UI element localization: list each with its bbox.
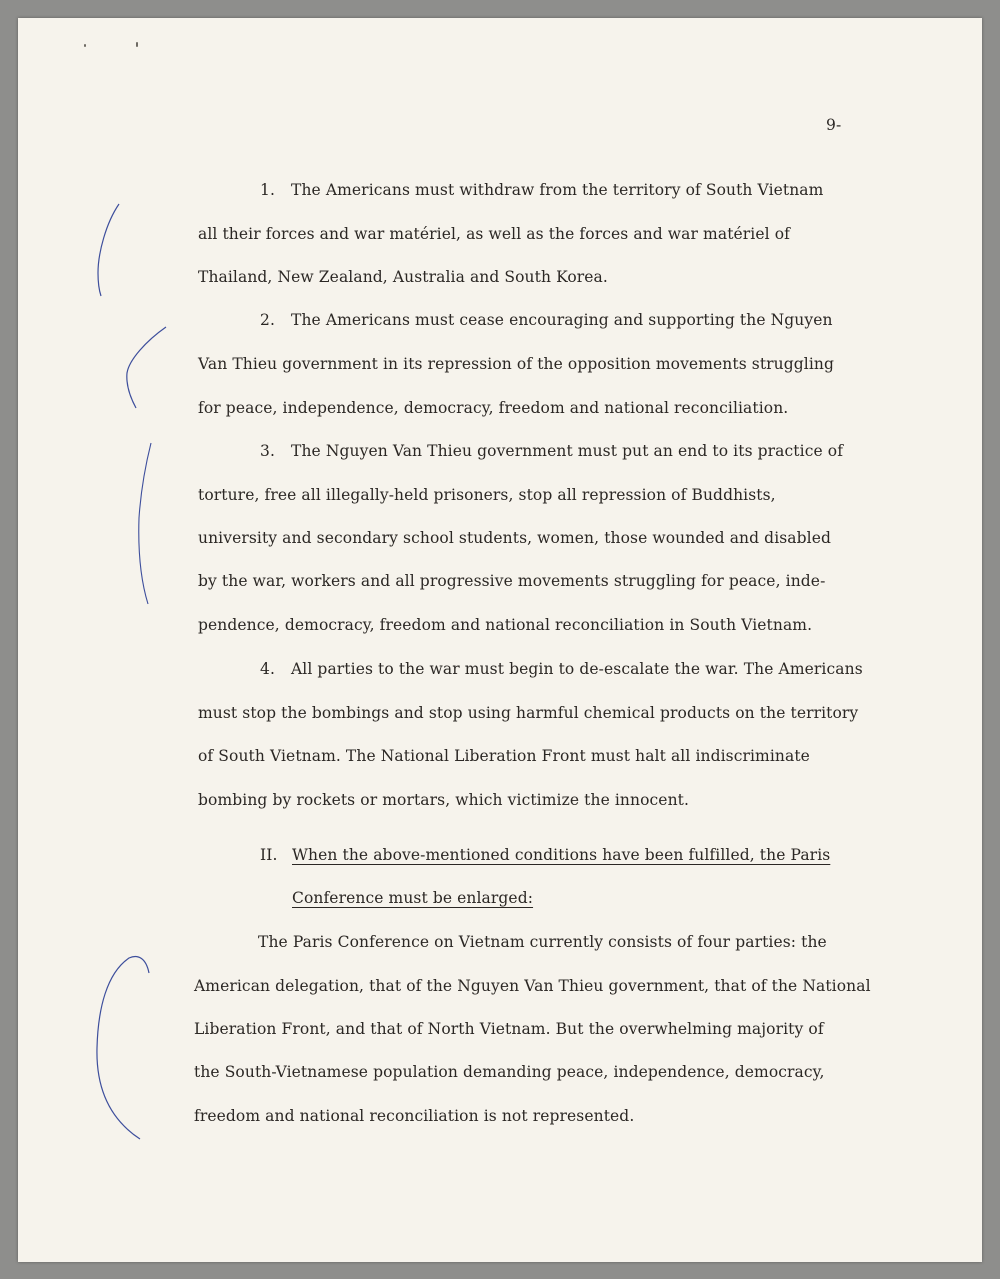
margin-bracket-item-2: [127, 327, 166, 408]
item-line: pendence, democracy, freedom and national reconciliation in South Vietnam.: [198, 616, 813, 634]
section-heading: When the above-mentioned conditions have been fulfilled, the Paris: [292, 846, 831, 864]
item-number: 3.: [260, 442, 275, 460]
item-line: bombing by rockets or mortars, which victimize the innocent.: [198, 791, 690, 809]
paragraph-line: The Paris Conference on Vietnam currently consists of four parties: the: [258, 933, 827, 951]
paragraph-line: American delegation, that of the Nguyen Van Thieu government, that of the National: [194, 977, 871, 995]
page-number: 9-: [826, 116, 842, 134]
item-number: 2.: [260, 311, 275, 329]
margin-bracket-closing: [97, 957, 149, 1139]
document-page: [18, 18, 982, 1262]
item-line: Thailand, New Zealand, Australia and South Korea.: [198, 268, 608, 286]
item-line: The Nguyen Van Thieu government must put an end to its practice of: [291, 442, 844, 460]
section-heading: Conference must be enlarged:: [292, 889, 534, 907]
item-line: for peace, independence, democracy, freedom and national reconciliation.: [198, 399, 789, 417]
paper-speck: [136, 42, 138, 47]
item-line: torture, free all illegally-held prisoners, stop all repression of Buddhists,: [198, 486, 776, 504]
margin-bracket-item-1: [98, 204, 119, 296]
paper-speck: [84, 44, 86, 47]
item-number: 1.: [260, 181, 275, 199]
item-line: all their forces and war matériel, as well as the forces and war matériel of: [198, 225, 790, 243]
item-line: All parties to the war must begin to de-escalate the war. The Americans: [291, 660, 863, 678]
item-line: The Americans must cease encouraging and supporting the Nguyen: [291, 311, 833, 329]
item-line: university and secondary school students, women, those wounded and disabled: [198, 529, 832, 547]
paragraph-line: the South-Vietnamese population demanding peace, independence, democracy,: [194, 1063, 825, 1081]
item-line: must stop the bombings and stop using harmful chemical products on the territory: [198, 704, 859, 722]
item-line: by the war, workers and all progressive movements struggling for peace, inde-: [198, 572, 826, 590]
paragraph-line: freedom and national reconciliation is not represented.: [194, 1107, 635, 1125]
item-line: Van Thieu government in its repression of the opposition movements struggling: [198, 355, 835, 373]
item-line: The Americans must withdraw from the territory of South Vietnam: [291, 181, 824, 199]
item-number: 4.: [260, 660, 275, 678]
margin-bracket-item-3: [139, 443, 151, 604]
item-line: of South Vietnam. The National Liberation Front must halt all indiscriminate: [198, 747, 810, 765]
paragraph-line: Liberation Front, and that of North Vietnam. But the overwhelming majority of: [194, 1020, 824, 1038]
section-numeral: II.: [260, 846, 278, 864]
